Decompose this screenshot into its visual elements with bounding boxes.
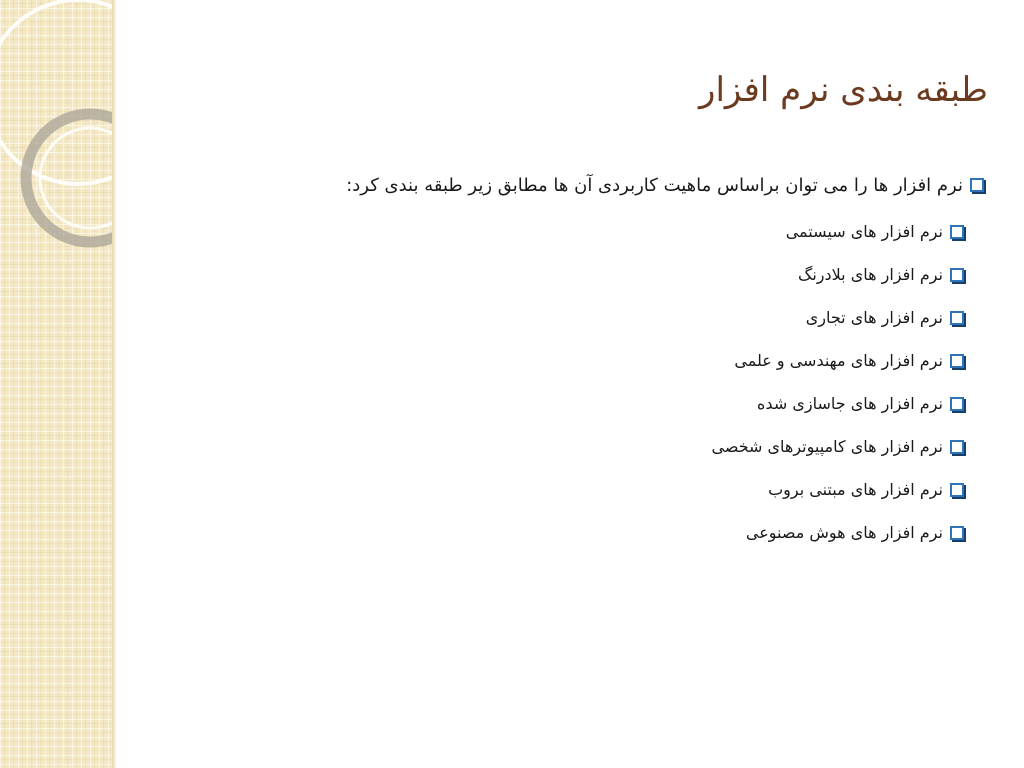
hollow-square-bullet-icon xyxy=(950,483,964,497)
list-item-text: نرم افزار های هوش مصنوعی xyxy=(745,523,943,542)
hollow-square-bullet-icon xyxy=(950,268,964,282)
list-item-text: نرم افزار های مهندسی و علمی xyxy=(734,351,943,370)
hollow-square-bullet-icon xyxy=(950,440,964,454)
intro-text: نرم افزار ها را می توان براساس ماهیت کاربردی آن ها مطابق زیر طبقه بندی کرد: xyxy=(346,174,963,196)
list-item-text: نرم افزار های تجاری xyxy=(805,308,943,327)
list-item xyxy=(184,253,964,296)
software-category-list xyxy=(184,210,984,554)
list-item-text: نرم افزار های سیستمی xyxy=(785,222,943,241)
hollow-square-bullet-icon xyxy=(950,397,964,411)
decorative-circle-large xyxy=(0,0,112,184)
slide-title: طبقه بندی نرم افزار xyxy=(699,70,988,110)
intro-bullet xyxy=(184,168,984,202)
list-item-text: نرم افزار های بلادرنگ xyxy=(798,265,943,284)
hollow-square-bullet-icon xyxy=(950,526,964,540)
side-panel-edge xyxy=(112,0,116,768)
list-item xyxy=(184,382,964,425)
list-item xyxy=(184,425,964,468)
list-item-text: نرم افزار های جاسازی شده xyxy=(757,394,943,413)
list-item-text: نرم افزار های کامپیوترهای شخصی xyxy=(711,437,943,456)
hollow-square-bullet-icon xyxy=(950,354,964,368)
list-item xyxy=(184,296,964,339)
list-item-text: نرم افزار های مبتنی بروب xyxy=(768,480,943,499)
hollow-square-bullet-icon xyxy=(970,178,984,192)
decorative-circles xyxy=(0,0,112,768)
slide-content xyxy=(184,168,984,554)
list-item xyxy=(184,468,964,511)
side-decoration-panel xyxy=(0,0,112,768)
hollow-square-bullet-icon xyxy=(950,311,964,325)
list-item xyxy=(184,339,964,382)
list-item xyxy=(184,511,964,554)
list-item xyxy=(184,210,964,253)
hollow-square-bullet-icon xyxy=(950,225,964,239)
